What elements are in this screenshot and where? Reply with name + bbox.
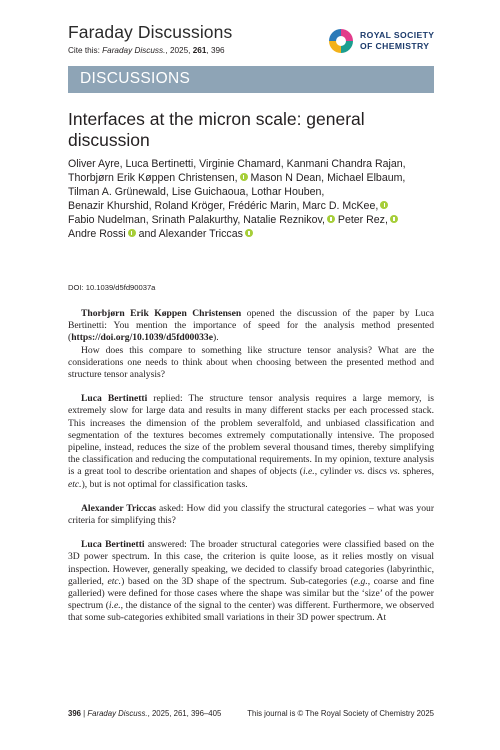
- paragraph: Alexander Triccas asked: How did you classify the structural categories – what was your criteria for simplifying this?: [68, 502, 435, 527]
- paragraph: How does this compare to something like structure tensor analysis? What are the considerations one needs to think about when choosing between the presented method and structure tensor analysis?: [68, 344, 434, 381]
- section-banner-label: DISCUSSIONS: [80, 70, 191, 87]
- orcid-icon[interactable]: [245, 229, 253, 237]
- section-banner: [68, 66, 434, 93]
- paragraph: Thorbjørn Erik Køppen Christensen opened the discussion of the paper by Luca Bertinetti: You mention the importance of speed for the analysis method presented (https://doi.org/10.1039/d5fd00033e).: [68, 308, 435, 344]
- doi-link[interactable]: https://doi.org/10.1039/d5fd00033e: [71, 332, 213, 344]
- paragraph: Luca Bertinetti answered: The broader structural categories were classified based on the 3D power spectrum. In this case, the criterion is quite loose, as it relies mostly on visual inspection. However, generally speaking, we decided to classify broad categories (labyrinthic, galleried, etc.) based on the 3D shape of the spectrum. Sub-categories (e.g., coarse and fine galleried) were defined for those cases where the shape was similar but the ‘size’ of the power spectrum (i.e., the distance of the signal to the center) was different. Furthermore, we observed that some sub-categories exhibited small variations in their 3D power spectrum. At: [68, 539, 434, 624]
- article-title: Interfaces at the micron scale: general discussion: [68, 109, 365, 150]
- orcid-icon[interactable]: [327, 215, 335, 223]
- copyright-note: This journal is © The Royal Society of Chemistry 2025: [247, 709, 434, 718]
- doi-line[interactable]: DOI: 10.1039/d5fd90037a: [68, 283, 156, 292]
- orcid-icon[interactable]: [128, 229, 136, 237]
- journal-name: Faraday Discussions: [68, 22, 233, 42]
- page-number: 396: [68, 709, 82, 718]
- author-list: Oliver Ayre, Luca Bertinetti, Virginie Chamard, Kanmani Chandra Rajan, Thorbjørn Erik Køppen Christensen, Mason N Dean, Michael Elbaum, Tilman A. Grünewald, Lise Guichaoua, Lothar Houben, Benazir Khurshid, Roland Kröger, Frédéric Marin, Marc D. McKee, Fabio Nudelman, Srinath Palakurthy, Natalie Reznikov, Peter Rez, Andre Rossi and Alexander Triccas: [68, 158, 406, 240]
- paragraph: Luca Bertinetti replied: The structure tensor analysis requires a large memory, is extremely slow for large data and results in many different stacks per each processed stack. This increases the dimension of the problem severalfold, and unbiased classification and segmentation of the textures becomes extremely computationally intensive. The proposed pipeline, instead, reduces the size of the problem several thousand times, thereby simplifying the classification and reducing the computational requirements. In my opinion, texture analysis is a great tool to describe orientation and shapes of objects (i.e., cylinder vs. discs vs. spheres, etc.), but is not optimal for classification tasks.: [68, 393, 434, 490]
- article-body: [68, 308, 434, 625]
- publisher-logo-text: ROYAL SOCIETY OF CHEMISTRY: [360, 30, 435, 51]
- rsc-logo-icon: [327, 27, 355, 55]
- orcid-icon[interactable]: [380, 201, 388, 209]
- orcid-icon[interactable]: [240, 173, 248, 181]
- page-footer: 396 | Faraday Discuss., 2025, 261, 396–405 This journal is © The Royal Society of Chemistry 2025: [68, 709, 434, 718]
- orcid-icon[interactable]: [390, 215, 398, 223]
- citation-line: Cite this: Faraday Discuss., 2025, 261, 396: [68, 46, 225, 55]
